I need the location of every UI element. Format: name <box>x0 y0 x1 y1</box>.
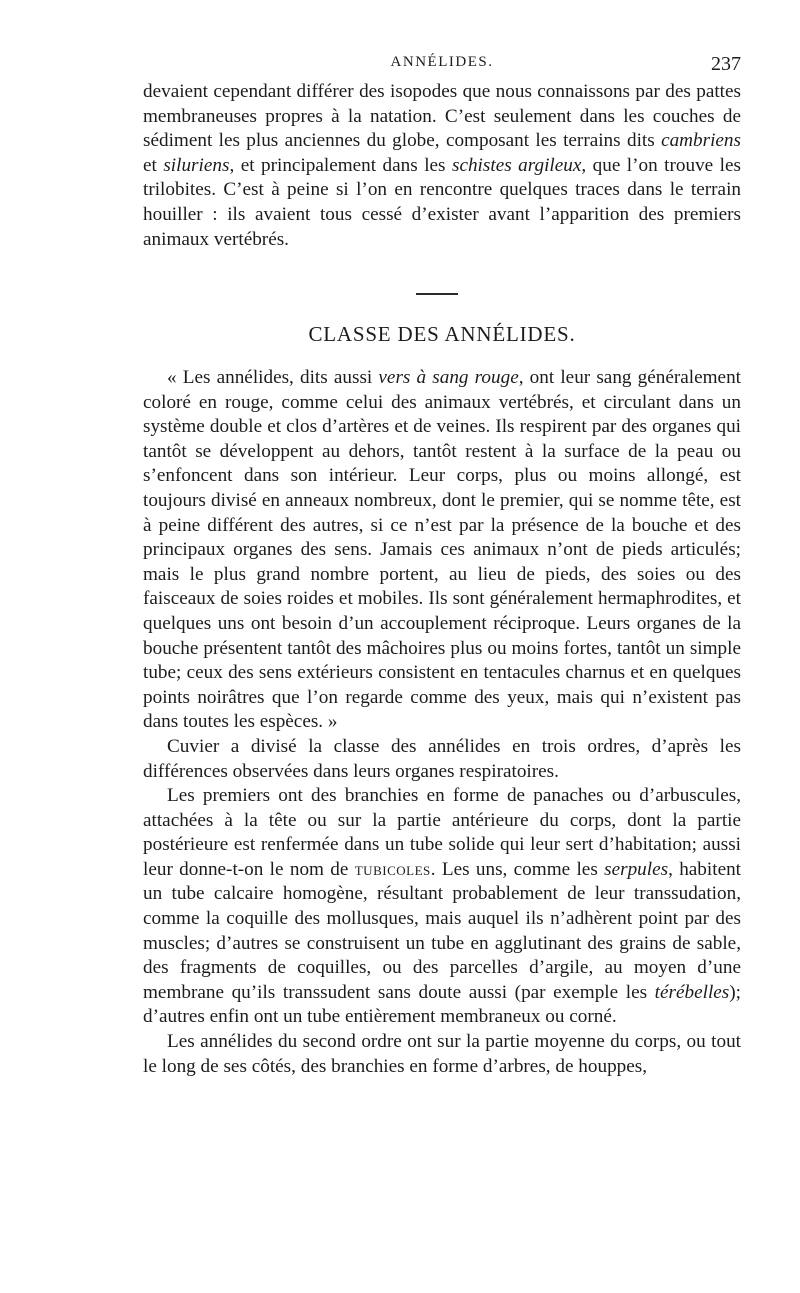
text-run: « Les annélides, dits aussi <box>167 367 379 388</box>
italic-term: schistes argileux <box>451 154 582 176</box>
text-run: Les premiers ont des branchies en forme de panaches ou d’arbuscules, attachées à la tête ou sur la partie antérieure du corps, dont la partie postérieure est renfermée dans un tube solide qui leur sert d’habitation; aussi leur donne-t-on le nom de <box>143 785 741 880</box>
italic-term: cambriens <box>661 130 741 152</box>
italic-term: vers à sang rouge <box>378 367 519 388</box>
first-order-paragraph <box>143 784 741 1030</box>
text-run: devaient cependant différer des isopodes que nous connaissons par des pattes membraneuses propres à la natation. C’est seulement dans les couches de sédiment les plus anciennes du globe, composant les terrains dits <box>143 81 741 152</box>
page-number: 237 <box>711 53 741 75</box>
text-run: , que l’on trouve les trilobites. C’est à peine si l’on en rencontre quelques traces dans le terrain houiller : ils avaient tous cessé d’exister avant l’apparition des premiers animaux vertébrés. <box>143 154 741 250</box>
text-run: , et principalement dans les <box>229 154 452 176</box>
quote-paragraph <box>143 366 741 735</box>
text-run: ); d’autres enfin ont un tube entièrement membraneux ou corné. <box>143 981 741 1028</box>
running-head <box>143 54 741 78</box>
text-run: , habitent un tube calcaire homogène, résultant probablement de leur transsudation, comme la coquille des mollusques, mais auquel ils n’adhèrent point par des muscles; d’autres se construisent un tube en agglutinant des grains de sable, des fragments de coquilles, ou des parcelles d’argile, au moyen d’une membrane qu’ils transsudent sans doute aussi (par exemple les <box>143 858 742 1003</box>
small-caps-term: tubicoles <box>354 858 431 880</box>
italic-term: siluriens <box>163 154 230 176</box>
intro-paragraph <box>143 80 741 252</box>
text-run: , ont leur sang généralement coloré en rouge, comme celui des animaux vertébrés, et circulant dans un système double et clos d’artères et de veines. Ils respirent par des organes qui tantôt se développent au dehors, tantôt restent à la surface de la peau ou s’enfoncent dans son intérieur. Leur corps, plus ou moins allongé, est toujours divisé en anneaux nombreux, dont le premier, qui se nomme tête, est à peine différent des autres, si ce n’est par la présence de la bouche et des principaux organes des sens. Jamais ces animaux n’ont de pieds articulés; mais le plus grand nombre portent, au lieu de pieds, des soies ou des faisceaux de soies roides et mobiles. Ils sont généralement hermaphrodites, et quelques uns ont besoin d’un accouplement réciproque. Leurs organes de la bouche présentent tantôt des mâchoires plus ou moins fortes, tantôt un simple tube; ceux des sens extérieurs consistent en tentacules charnus et en quelques points noirâtres que l’on regarde comme des yeux, mais qui n’existent pas dans toutes les espèces. » <box>143 367 741 733</box>
text-run: et <box>143 154 164 176</box>
intro-text-block <box>143 80 741 252</box>
italic-term: térébelles <box>654 981 730 1003</box>
text-run: . Les uns, comme les <box>430 858 605 880</box>
italic-term: serpules <box>604 858 669 880</box>
section-separator-rule <box>416 293 458 295</box>
cuvier-paragraph: Cuvier a divisé la classe des annélides en trois ordres, d’après les différences observées dans leurs organes respiratoires. <box>143 735 741 782</box>
section-text-block <box>143 366 741 1079</box>
running-title: ANNÉLIDES. <box>390 54 494 70</box>
second-order-paragraph: Les annélides du second ordre ont sur la partie moyenne du corps, ou tout le long de ses côtés, des branchies en forme d’arbres, de houppes, <box>143 1031 741 1077</box>
section-title: CLASSE DES ANNÉLIDES. <box>308 322 576 346</box>
